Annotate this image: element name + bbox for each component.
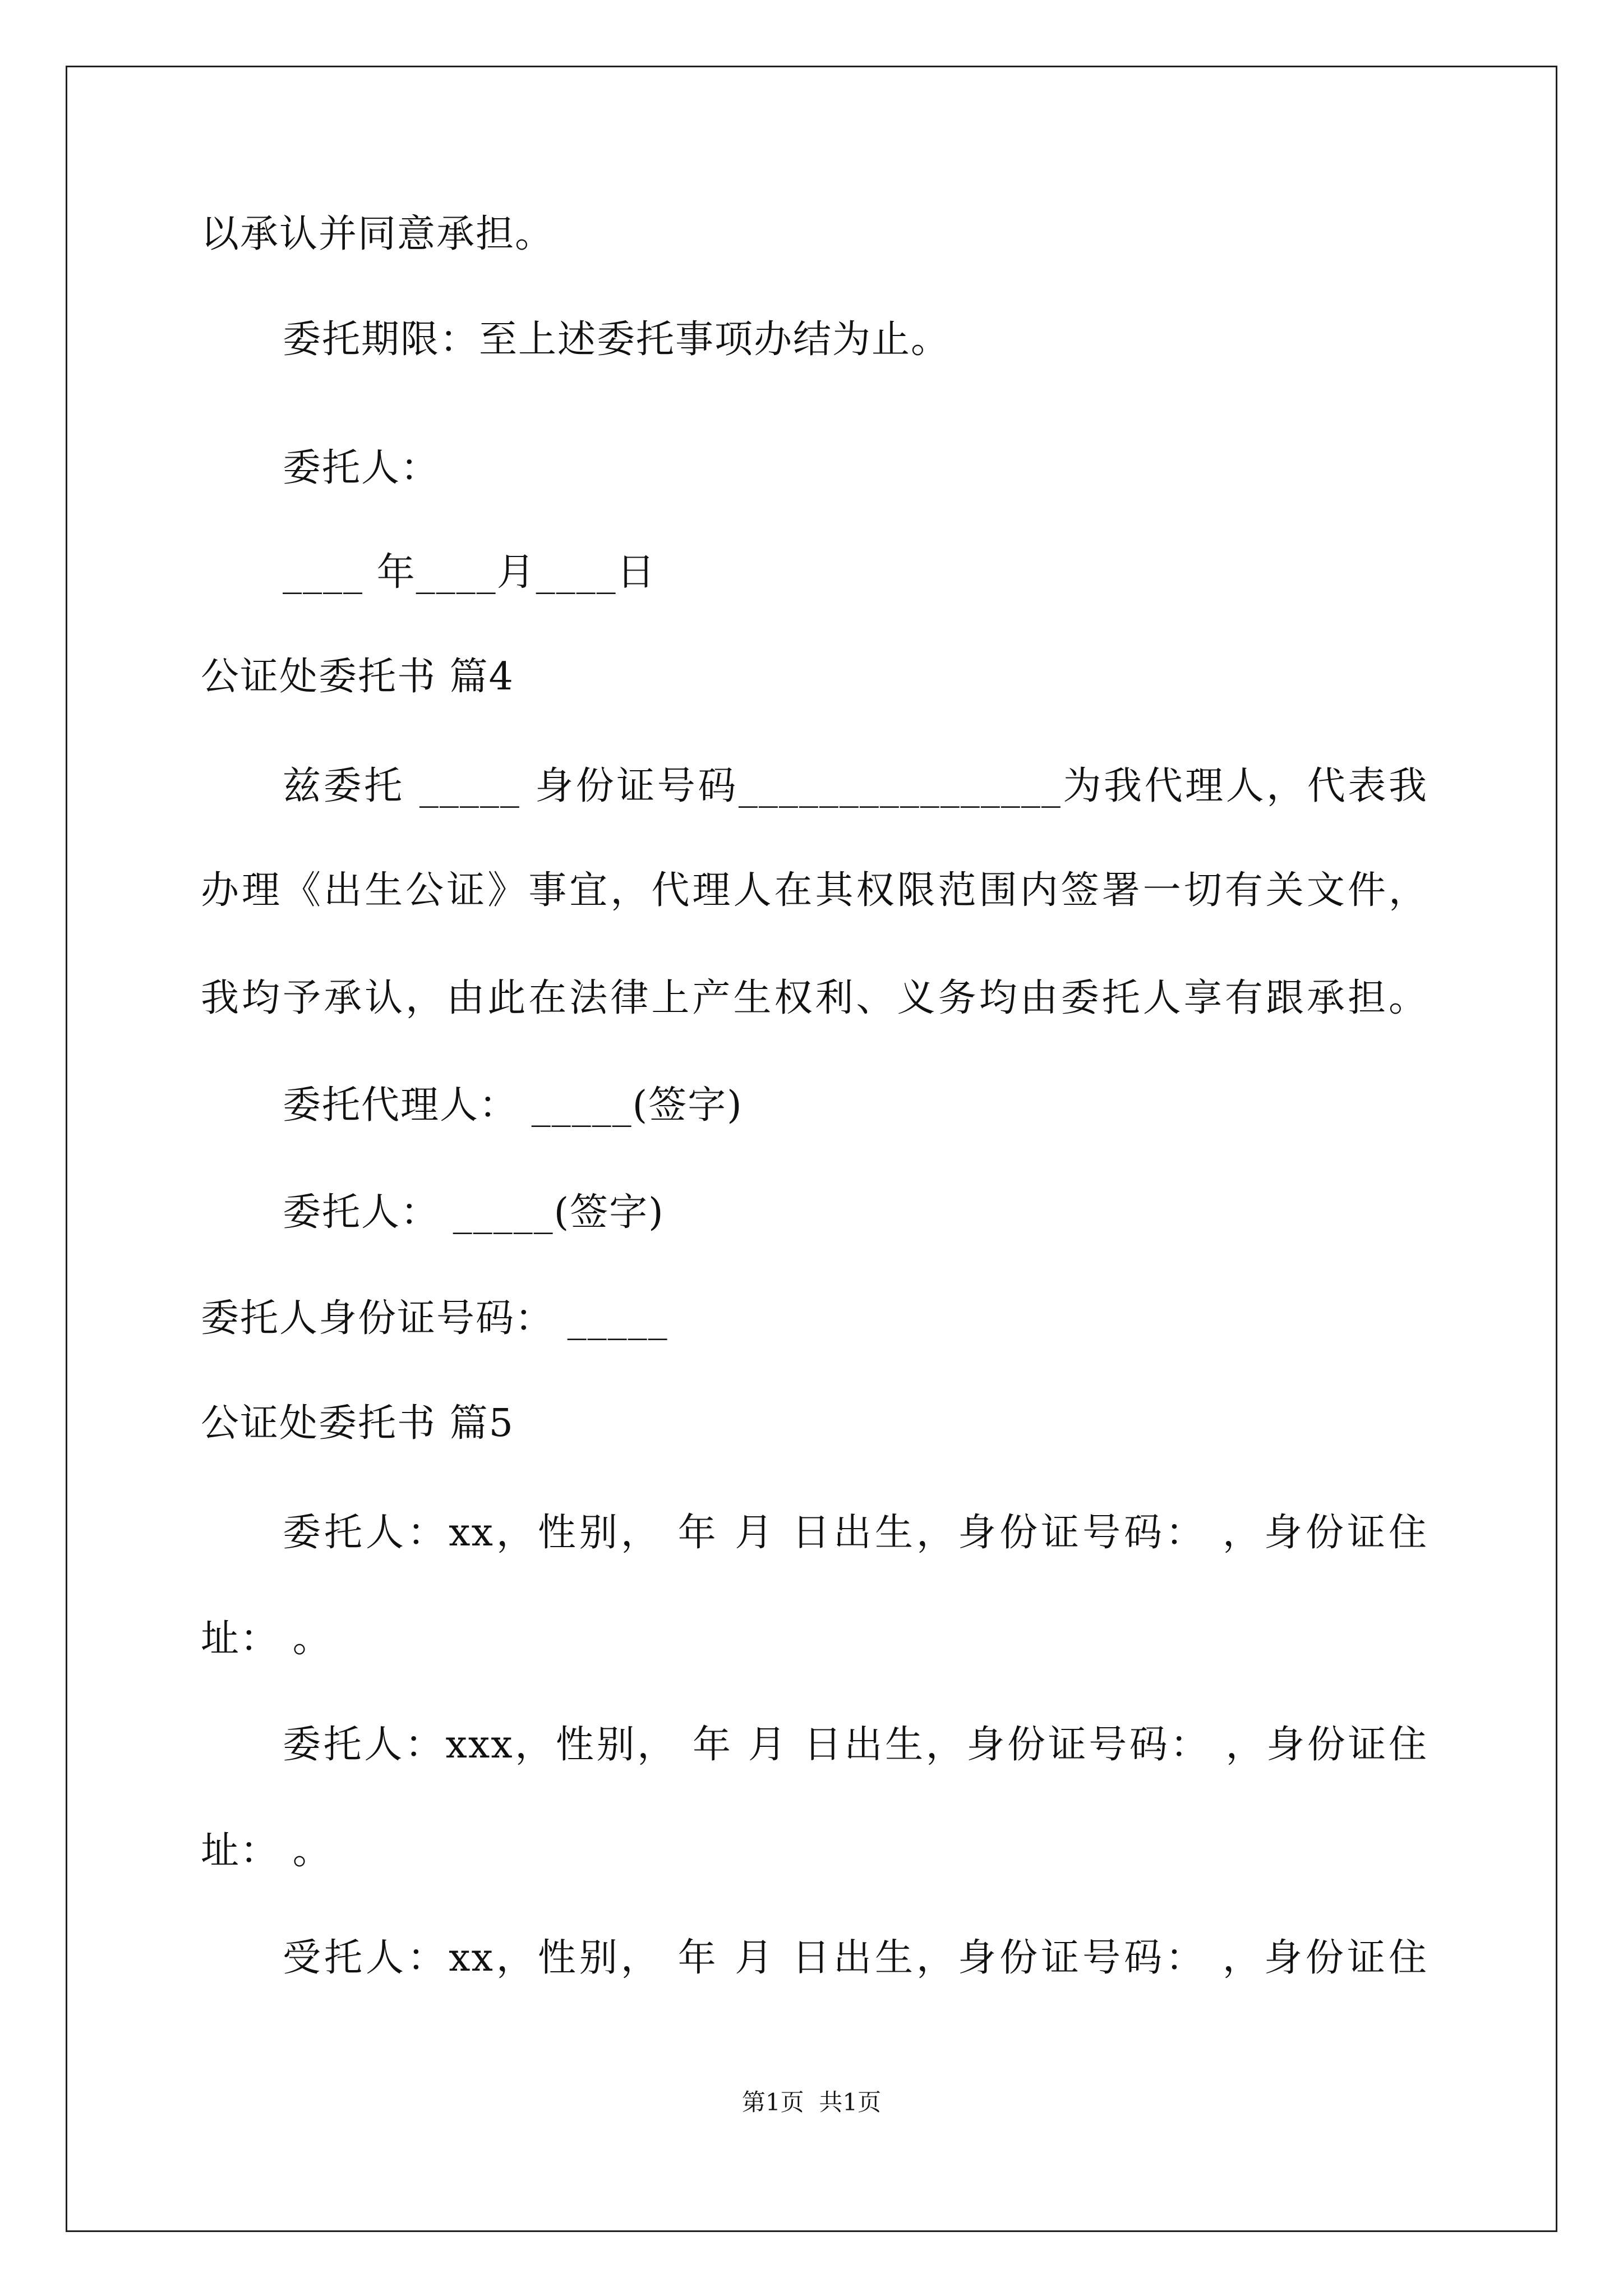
paragraph-line: 办理《出生公证》事宜，代理人在其权限范围内签署一切有关文件， [201,868,1428,913]
section-heading: 公证处委托书 篇4 [201,655,514,699]
paragraph-line: 址： 。 [201,1617,332,1661]
page-border [66,66,1557,2232]
paragraph-line: 委托人：xxx，性别， 年 月 日出生，身份证号码： ，身份证住 [283,1723,1428,1767]
date-blank-line: ____ 年____月____日 [283,550,656,595]
id-number-line: 委托人身份证号码： _____ [201,1296,668,1341]
paragraph-line: 受托人：xx，性别， 年 月 日出生，身份证号码： ，身份证住 [283,1936,1428,1980]
page-footer: 第1页 共1页 [741,2088,882,2116]
paragraph-line: 兹委托 _____ 身份证号码________________为我代理人，代表我 [283,764,1428,808]
signature-line: 委托代理人： _____(签字) [283,1083,743,1128]
section-heading: 公证处委托书 篇5 [201,1401,514,1446]
signature-line: 委托人： _____(签字) [283,1190,665,1235]
paragraph-line: 我均予承认，由此在法律上产生权利、义务均由委托人享有跟承担。 [201,976,1428,1020]
paragraph-line: 委托人： [283,446,440,490]
paragraph-line: 以承认并同意承担。 [201,212,555,256]
paragraph-line: 委托期限：至上述委托事项办结为止。 [283,318,951,362]
paragraph-line: 址： 。 [201,1829,332,1873]
paragraph-line: 委托人：xx，性别， 年 月 日出生，身份证号码： ，身份证住 [283,1511,1428,1555]
